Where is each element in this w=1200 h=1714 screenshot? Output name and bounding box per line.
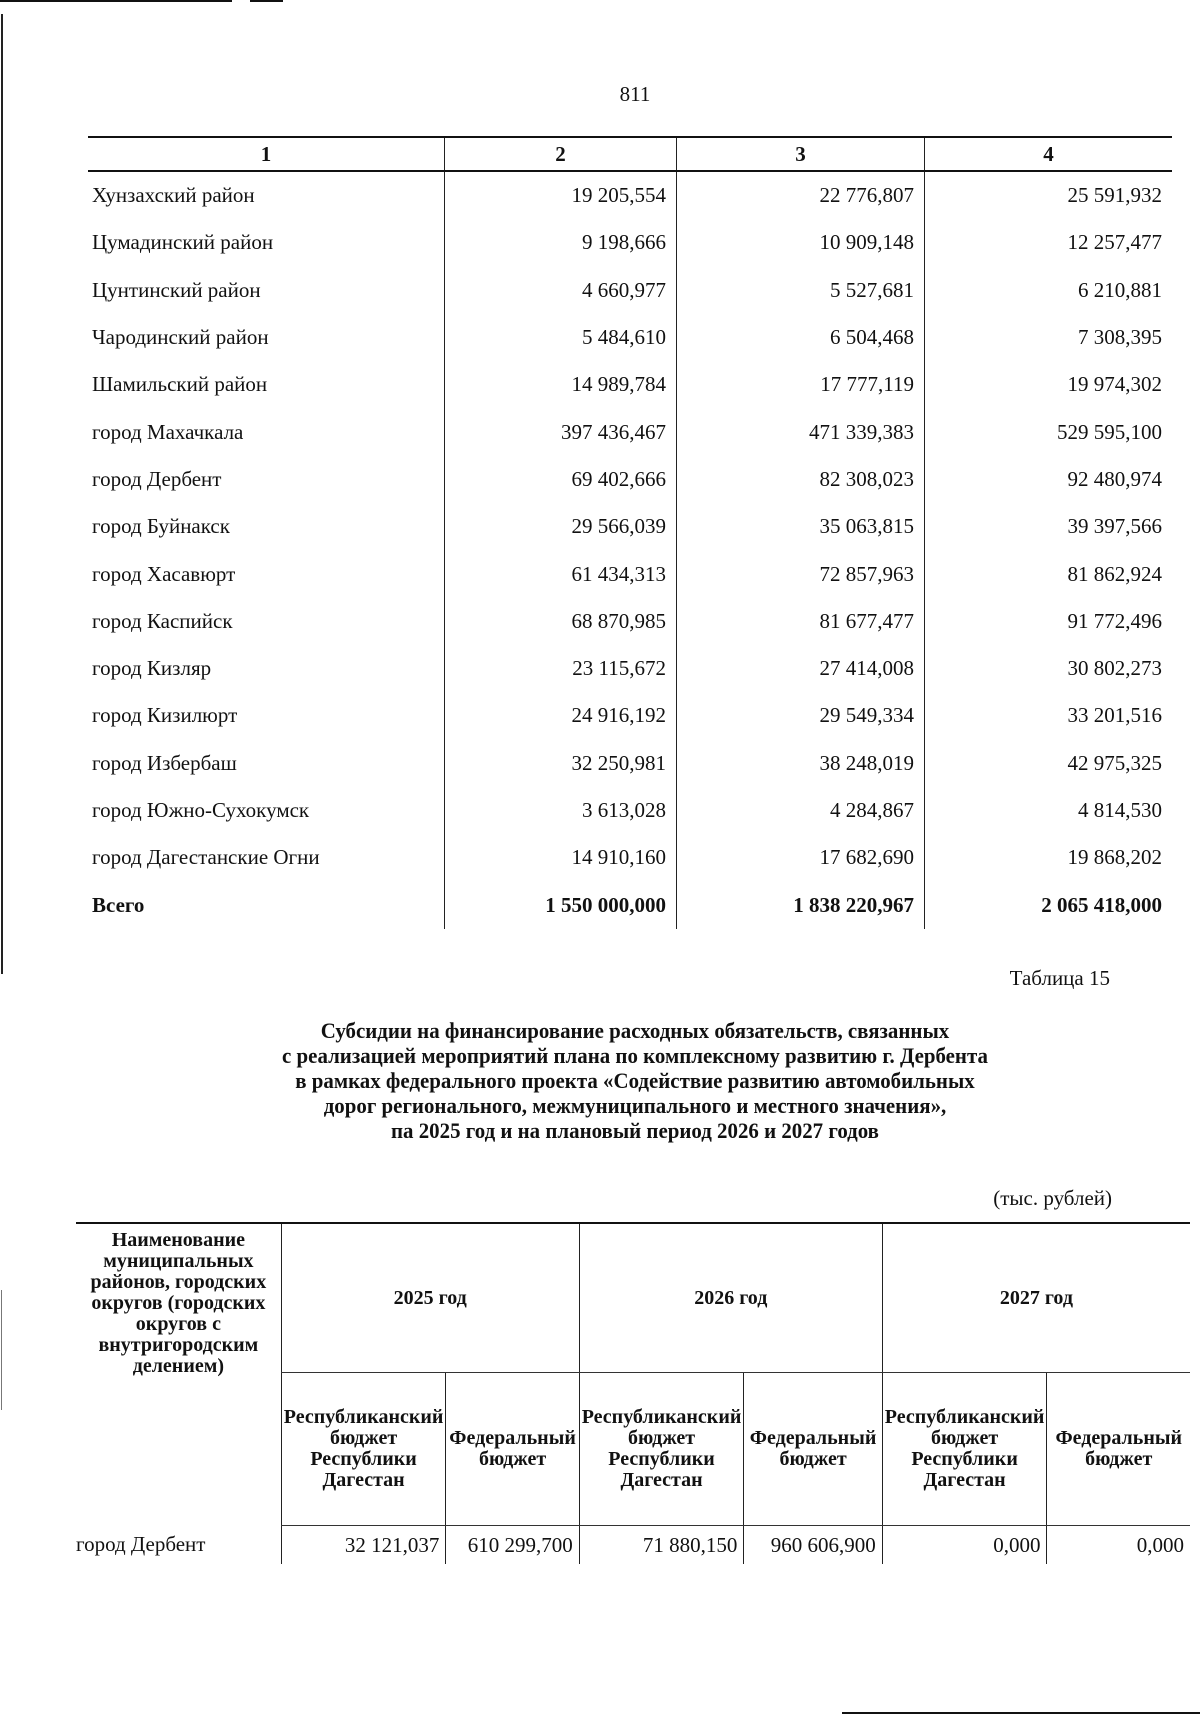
federal-budget-header-2025: Федеральный бюджет: [446, 1373, 579, 1526]
republic-2026-value: 71 880,150: [579, 1526, 744, 1565]
municipality-name: город Дербент: [76, 1532, 206, 1557]
value-2025: 14 989,784: [445, 361, 677, 408]
municipality-column-header: Наименование муниципальных районов, городских округов (городских округов с внутригородским делением): [76, 1223, 281, 1526]
municipality-name: город Избербаш: [92, 750, 237, 775]
value-2027: 19 974,302: [924, 361, 1172, 408]
table-row: [88, 645, 1172, 692]
year-header-2025: 2025 год: [281, 1223, 579, 1373]
value-2026: 38 248,019: [676, 740, 924, 787]
column-header-4: 4: [924, 137, 1172, 171]
municipality-name: город Дербент: [92, 466, 222, 491]
municipality-name: город Южно-Сухокумск: [92, 798, 310, 822]
value-2027: 529 595,100: [924, 408, 1172, 455]
table-row: [88, 408, 1172, 455]
municipality-name: город Дагестанские Огни: [92, 845, 320, 870]
table-label: Таблица 15: [1009, 966, 1110, 990]
municipality-name: Цунтинский район: [92, 277, 261, 302]
column-header-3: 3: [676, 137, 924, 171]
table-title: [184, 1018, 1087, 1143]
federal-budget-header-2027: Федеральный бюджет: [1047, 1373, 1190, 1526]
republic-budget-header-2027: Республиканский бюджет Республики Дагестан: [882, 1373, 1047, 1526]
title-line: па 2025 год и на плановый период 2026 и 2027 годов: [391, 1118, 879, 1143]
scan-artifact-line: [250, 0, 283, 2]
table-14-continuation: [88, 136, 1172, 929]
value-2025: 19 205,554: [445, 171, 677, 219]
value-2025: 9 198,666: [445, 219, 677, 266]
column-header-1: 1: [88, 137, 445, 171]
table-row: [88, 834, 1172, 881]
municipality-name: город Каспийск: [92, 608, 233, 633]
value-2025: 5 484,610: [445, 314, 677, 361]
table-row: [88, 787, 1172, 834]
table-row: [88, 740, 1172, 787]
value-2025: 29 566,039: [445, 503, 677, 550]
value-2026: 22 776,807: [676, 171, 924, 219]
table-row: [88, 314, 1172, 361]
value-2026: 10 909,148: [676, 219, 924, 266]
value-2025: 68 870,985: [445, 598, 677, 645]
municipality-name: город Хасавюрт: [92, 561, 236, 586]
table-row: [88, 171, 1172, 219]
table-row: [88, 361, 1172, 408]
municipality-name: город Кизилюрт: [92, 703, 238, 728]
total-2027: 2 065 418,000: [924, 881, 1172, 928]
table-row: [88, 550, 1172, 597]
municipality-name: Хунзахский район: [92, 183, 255, 208]
year-header-2027: 2027 год: [882, 1223, 1190, 1373]
value-2025: 23 115,672: [445, 645, 677, 692]
municipality-name: Цумадинский район: [92, 230, 274, 255]
column-header-2: 2: [445, 137, 677, 171]
federal-2025-value: 610 299,700: [446, 1526, 579, 1565]
units-label: (тыс. рублей): [993, 1186, 1112, 1210]
value-2025: 397 436,467: [445, 408, 677, 455]
table-row: [88, 692, 1172, 739]
federal-budget-header-2026: Федеральный бюджет: [744, 1373, 882, 1526]
table-row: [88, 456, 1172, 503]
total-label: Всего: [92, 892, 145, 917]
total-row: [88, 881, 1172, 928]
table-row: [88, 503, 1172, 550]
value-2026: 17 682,690: [676, 834, 924, 881]
value-2026: 6 504,468: [676, 314, 924, 361]
value-2026: 4 284,867: [676, 787, 924, 834]
table-row: [76, 1526, 1190, 1565]
municipality-name: город Махачкала: [92, 419, 244, 444]
value-2027: 19 868,202: [924, 834, 1172, 881]
total-2026: 1 838 220,967: [676, 881, 924, 928]
table-row: [88, 598, 1172, 645]
title-line: дорог регионального, межмуниципального и местного значения»,: [323, 1093, 947, 1118]
value-2027: 12 257,477: [924, 219, 1172, 266]
value-2025: 32 250,981: [445, 740, 677, 787]
republic-2025-value: 32 121,037: [281, 1526, 446, 1565]
value-2026: 17 777,119: [676, 361, 924, 408]
value-2027: 25 591,932: [924, 171, 1172, 219]
value-2026: 82 308,023: [676, 456, 924, 503]
republic-budget-header-2025: Республиканский бюджет Республики Дагестан: [281, 1373, 446, 1526]
column-number-row: [88, 137, 1172, 171]
title-line: с реализацией мероприятий плана по комплексному развитию г. Дербента: [282, 1043, 988, 1068]
value-2025: 24 916,192: [445, 692, 677, 739]
federal-2027-value: 0,000: [1047, 1526, 1190, 1565]
municipality-name: город Кизляр: [92, 656, 212, 681]
value-2027: 92 480,974: [924, 456, 1172, 503]
value-2026: 5 527,681: [676, 267, 924, 314]
value-2026: 471 339,383: [676, 408, 924, 455]
value-2025: 61 434,313: [445, 550, 677, 597]
table-row: [88, 267, 1172, 314]
value-2026: 72 857,963: [676, 550, 924, 597]
value-2027: 4 814,530: [924, 787, 1172, 834]
municipality-name: Шамильский район: [92, 372, 268, 397]
scan-artifact-line: [0, 0, 232, 2]
value-2027: 33 201,516: [924, 692, 1172, 739]
page-number: 811: [619, 82, 651, 106]
value-2027: 6 210,881: [924, 267, 1172, 314]
value-2027: 81 862,924: [924, 550, 1172, 597]
value-2025: 14 910,160: [445, 834, 677, 881]
municipality-name: Чародинский район: [92, 325, 269, 350]
scan-artifact-edge: [1, 1290, 2, 1410]
value-2025: 4 660,977: [445, 267, 677, 314]
value-2026: 81 677,477: [676, 598, 924, 645]
value-2027: 39 397,566: [924, 503, 1172, 550]
year-header-row: [76, 1223, 1190, 1373]
value-2026: 29 549,334: [676, 692, 924, 739]
table-15: [76, 1222, 1190, 1564]
year-header-2026: 2026 год: [579, 1223, 882, 1373]
republic-2027-value: 0,000: [882, 1526, 1047, 1565]
republic-budget-header-2026: Республиканский бюджет Республики Дагестан: [579, 1373, 744, 1526]
value-2027: 7 308,395: [924, 314, 1172, 361]
value-2026: 27 414,008: [676, 645, 924, 692]
federal-2026-value: 960 606,900: [744, 1526, 882, 1565]
municipality-name: город Буйнакск: [92, 514, 230, 539]
total-2025: 1 550 000,000: [445, 881, 677, 928]
value-2026: 35 063,815: [676, 503, 924, 550]
table-row: [88, 219, 1172, 266]
value-2027: 42 975,325: [924, 740, 1172, 787]
title-line: Субсидии на финансирование расходных обязательств, связанных: [320, 1018, 950, 1043]
scan-artifact-edge: [1, 14, 3, 974]
title-line: в рамках федерального проекта «Содействие развитию автомобильных: [295, 1068, 975, 1093]
value-2027: 91 772,496: [924, 598, 1172, 645]
value-2025: 3 613,028: [445, 787, 677, 834]
value-2027: 30 802,273: [924, 645, 1172, 692]
value-2025: 69 402,666: [445, 456, 677, 503]
